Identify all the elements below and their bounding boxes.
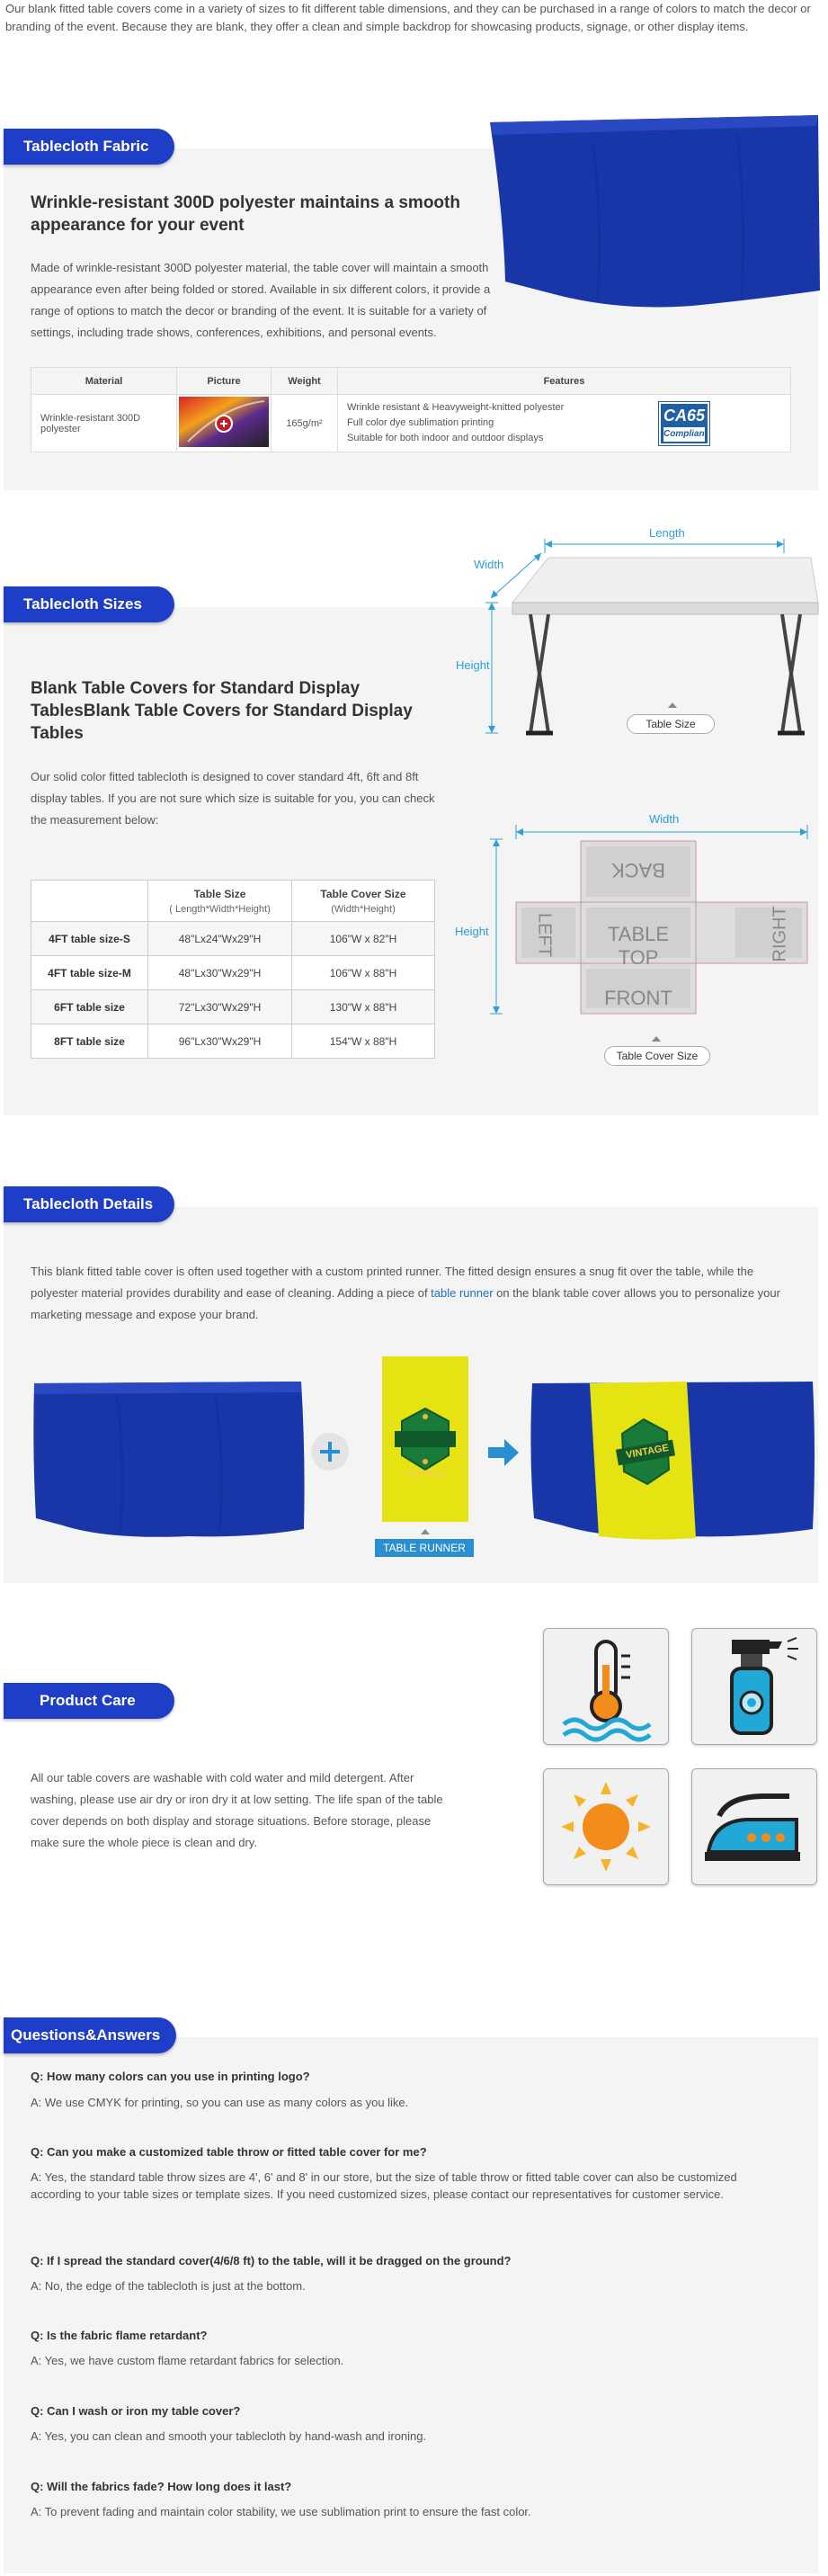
row-size: 72"Lx30"Wx29"H	[148, 990, 292, 1024]
front-panel-label: FRONT	[604, 987, 672, 1009]
row-label: 8FT table size	[31, 1024, 148, 1059]
size-table-corner	[31, 881, 148, 922]
qa-answer: A: Yes, we have custom flame retardant fabrics for selection.	[31, 2354, 344, 2367]
arrow-right-icon	[488, 1439, 521, 1466]
ca65-badge	[659, 402, 709, 445]
badge-main: CA65	[663, 407, 706, 425]
row-cover: 154"W x 88"H	[292, 1024, 435, 1059]
row-size: 48"Lx30"Wx29"H	[148, 956, 292, 990]
iron-low-icon	[691, 1768, 817, 1885]
qa-answer: A: No, the edge of the tablecloth is just at the bottom.	[31, 2279, 306, 2293]
col-header-material: Material	[31, 368, 177, 395]
back-panel-label: BACK	[611, 859, 665, 881]
row-label: 4FT table size-S	[31, 922, 148, 956]
care-tab: Product Care	[4, 1683, 174, 1719]
qa-question: Q: Can I wash or iron my table cover?	[31, 2404, 241, 2418]
row-label: 4FT table size-M	[31, 956, 148, 990]
weight-cell: 165g/m²	[272, 395, 338, 452]
row-cover: 106"W x 82"H	[292, 922, 435, 956]
fabric-sample-image[interactable]	[179, 397, 269, 447]
right-panel-label: RIGHT	[770, 906, 790, 962]
width-label: Width	[474, 558, 504, 571]
size-table	[31, 880, 435, 1059]
qa-question: Q: Is the fabric flame retardant?	[31, 2329, 208, 2342]
sizes-tab: Tablecloth Sizes	[4, 586, 174, 622]
col-header-features: Features	[338, 368, 791, 395]
caption-arrow	[652, 1036, 661, 1042]
material-cell: Wrinkle-resistant 300D polyester	[31, 395, 177, 452]
caption-arrow	[421, 1529, 430, 1534]
details-body-start: This blank fitted table cover is often used together with a custom printed runner. The fitted design ensures a snug fit over the table, while the polyester material provides durability and ease of cleaning. Adding a piece of	[31, 1265, 754, 1300]
qa-question: Q: Can you make a customized table throw or fitted table cover for me?	[31, 2145, 427, 2159]
col-header-picture: Picture	[177, 368, 272, 395]
table-row	[31, 956, 435, 990]
intro-text: Our blank fitted table covers come in a variety of sizes to fit different table dimensions, and they can be purchased in a range of colors to match the decor or branding of the event. Because they are blank, they offer a clean and simple backdrop for showcasing products, signage, or other display items.	[5, 2, 811, 33]
qa-answer: A: Yes, you can clean and smooth your tablecloth by hand-wash and ironing.	[31, 2429, 427, 2443]
plus-icon	[310, 1432, 350, 1471]
cover-width-label: Width	[649, 812, 680, 826]
cold-wash-icon	[543, 1628, 669, 1745]
air-dry-sun-icon	[543, 1768, 669, 1885]
detergent-spray-icon	[691, 1628, 817, 1745]
row-cover: 130"W x 88"H	[292, 990, 435, 1024]
table-row	[31, 922, 435, 956]
fabric-tab: Tablecloth Fabric	[4, 129, 174, 165]
fabric-body: Made of wrinkle-resistant 300D polyester material, the table cover will maintain a smooth appearance even after being folded or stored. Available in six different colors, it provide a range of options to match the decor or branding of the event. It is suitable for a variety of settings, including trade shows, conferences, exhibitions, and personal events.	[31, 261, 491, 339]
row-size: 48"Lx24"Wx29"H	[148, 922, 292, 956]
badge-sub: Compliant	[663, 427, 705, 442]
fabric-heading: Wrinkle-resistant 300D polyester maintains a smooth appearance for your event	[31, 193, 460, 235]
sizes-body: Our solid color fitted tablecloth is designed to cover standard 4ft, 6ft and 8ft display tables. If you are not sure which size is suitable for you, you can check the measurement below:	[31, 770, 435, 827]
qa-answer: A: Yes, the standard table throw sizes are 4', 6' and 8' in our store, but the size of table throw or fitted table cover can also be customized according to your table sizes or template sizes. If you need customized sizes, please contact our representatives for customer service.	[31, 2170, 737, 2201]
fabric-spec-table	[31, 367, 791, 452]
col-header-weight: Weight	[272, 368, 338, 395]
details-tab: Tablecloth Details	[4, 1186, 174, 1222]
col-header-cover-size	[292, 881, 435, 922]
col2-title: Table Cover Size	[320, 887, 406, 900]
row-cover: 106"W x 88"H	[292, 956, 435, 990]
length-label: Length	[649, 526, 685, 540]
qa-answer: A: We use CMYK for printing, so you can use as many colors as you like.	[31, 2096, 409, 2109]
details-body-end: on the blank table cover allows you to personalize your marketing message and expose your brand.	[31, 1286, 780, 1321]
qa-question: Q: How many colors can you use in printing logo?	[31, 2070, 310, 2083]
blue-tablecover-image	[485, 106, 827, 313]
feature-item: Wrinkle resistant & Heavyweight-knitted polyester	[347, 402, 565, 413]
tabletop-panel-label: TABLE TOP	[607, 923, 670, 969]
left-panel-label: LEFT	[534, 913, 555, 957]
details-body	[31, 1261, 795, 1326]
row-size: 96"Lx30"Wx29"H	[148, 1024, 292, 1059]
col2-sub: (Width*Height)	[331, 903, 396, 915]
feature-item: Full color dye sublimation printing	[347, 417, 494, 428]
row-label: 6FT table size	[31, 990, 148, 1024]
qa-answer: A: To prevent fading and maintain color stability, we use sublimation print to ensure the fast color.	[31, 2505, 531, 2518]
caption-arrow	[668, 702, 677, 708]
table-row	[31, 395, 791, 452]
table-runner-image	[382, 1356, 468, 1522]
cover-with-runner-image	[527, 1374, 824, 1545]
cover-height-label: Height	[455, 925, 489, 938]
table-row	[31, 1024, 435, 1059]
table-size-caption: Table Size	[627, 714, 715, 734]
col-header-table-size	[148, 881, 292, 922]
qa-question: Q: If I spread the standard cover(4/6/8 ft) to the table, will it be dragged on the ground?	[31, 2254, 512, 2267]
qa-question: Q: Will the fabrics fade? How long does it last?	[31, 2480, 292, 2493]
table-row	[31, 990, 435, 1024]
table-runner-link[interactable]: table runner	[431, 1286, 494, 1300]
sizes-heading: Blank Table Covers for Standard Display TablesBlank Table Covers for Standard Display Tables	[31, 679, 413, 743]
vintage-logo-text: VINTAGE	[625, 1442, 670, 1462]
col1-sub: ( Length*Width*Height)	[169, 903, 271, 915]
table-runner-caption: TABLE RUNNER	[375, 1539, 474, 1557]
qa-tab: Questions&Answers	[4, 2017, 176, 2053]
feature-item: Suitable for both indoor and outdoor displays	[347, 433, 544, 443]
table-cover-size-caption: Table Cover Size	[604, 1046, 710, 1066]
height-label: Height	[456, 658, 490, 672]
col1-title: Table Size	[193, 887, 246, 900]
plain-cover-image	[27, 1374, 315, 1545]
care-body: All our table covers are washable with cold water and mild detergent. After washing, please use air dry or iron dry it at low setting. The life span of the table cover depends on both display and storage situations. Before storage, please make sure the whole piece is clean and dry.	[31, 1771, 443, 1849]
picture-cell	[177, 395, 272, 452]
vintage-logo-text: VINTAGE	[403, 1469, 448, 1480]
features-cell	[338, 395, 791, 452]
